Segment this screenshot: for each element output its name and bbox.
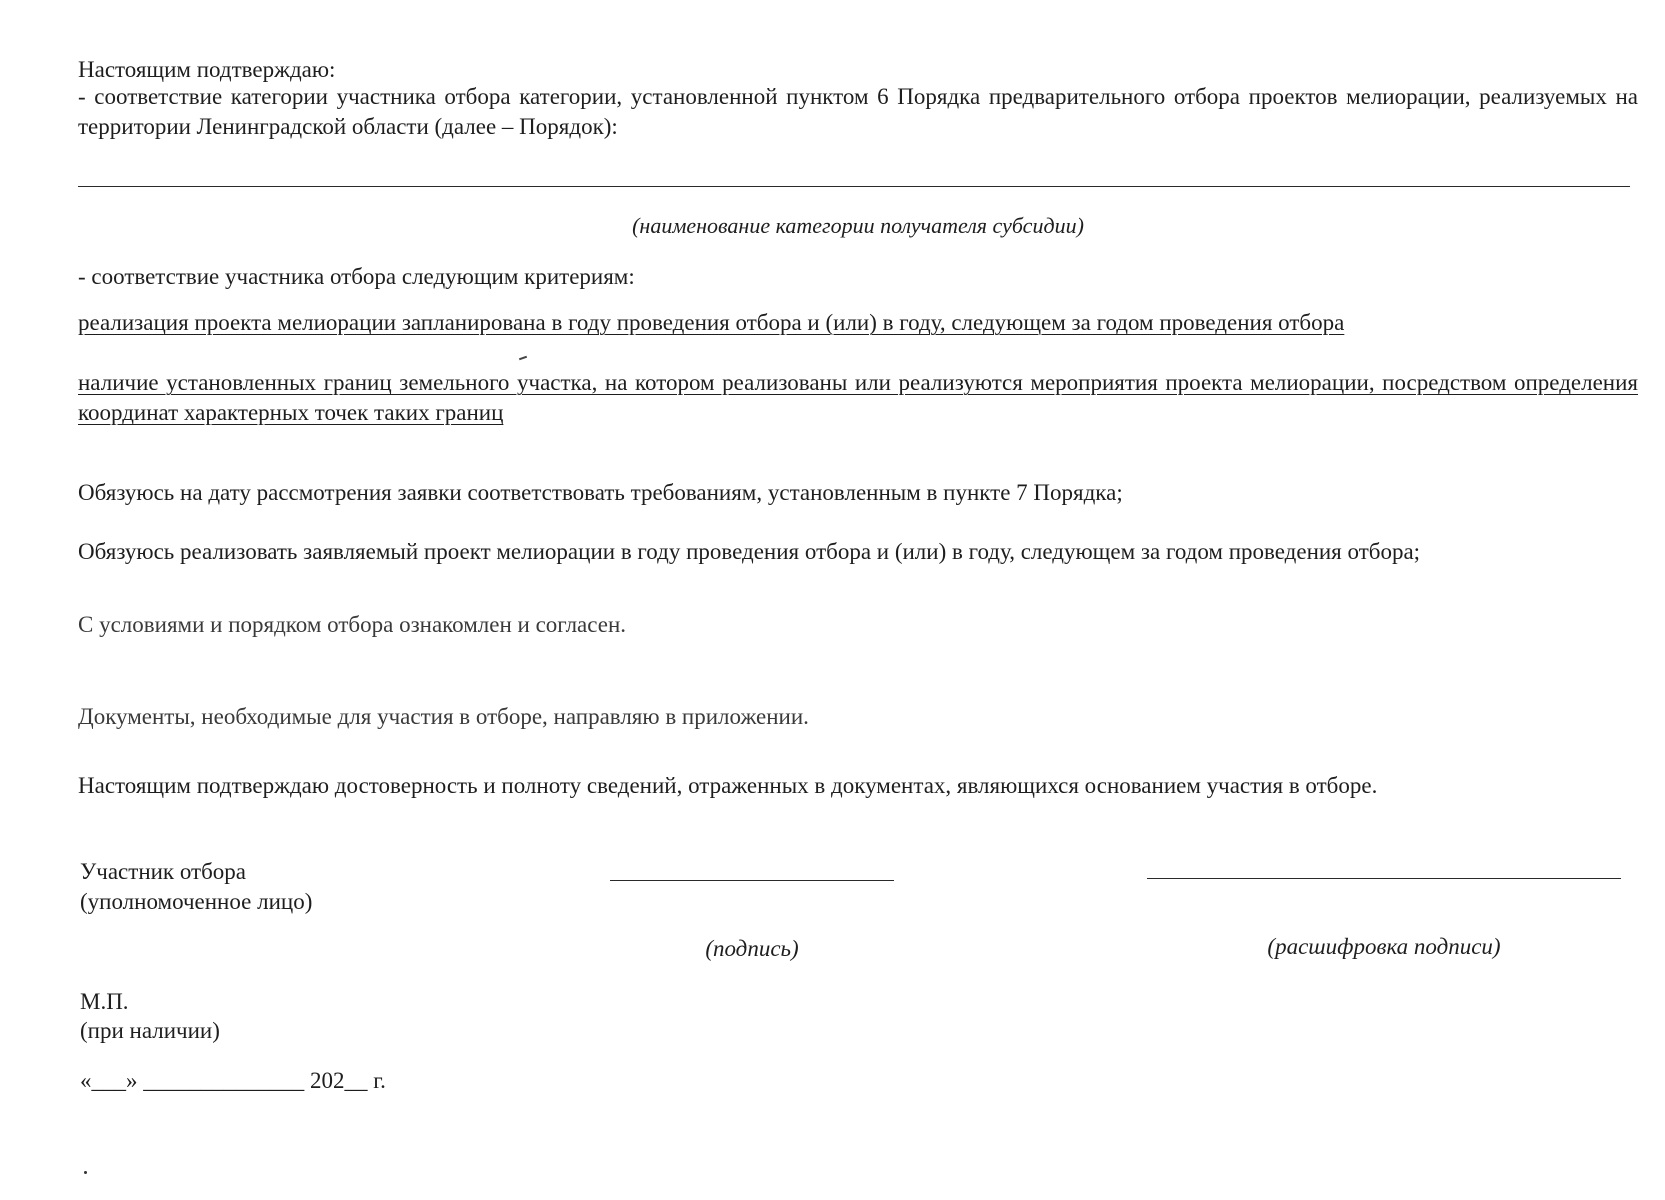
date-close-quote: » [126, 1068, 138, 1093]
category-caption: (наименование категории получателя субсидии) [632, 213, 1084, 238]
date-year-blank: __ [344, 1068, 368, 1093]
scan-speck [519, 356, 527, 361]
category-fill-line [78, 186, 1630, 187]
decryption-caption: (расшифровка подписи) [1267, 934, 1501, 959]
intro-heading: Настоящим подтверждаю: [78, 57, 336, 82]
date-year-suffix: г. [367, 1068, 386, 1093]
stamp-label: М.П. [80, 989, 129, 1014]
criteria-item: реализация проекта мелиорации запланирована в году проведения отбора и (или) в году, следующем за годом проведения отбора [78, 310, 1345, 335]
date-year-prefix: 202 [310, 1068, 345, 1093]
agreement-statement: С условиями и порядком отбора ознакомлен и согласен. [78, 612, 627, 637]
criteria-heading: - соответствие участника отбора следующим критериям: [78, 264, 635, 289]
signature-caption: (подпись) [705, 936, 799, 961]
category-statement: - соответствие категории участника отбора категории, установленной пунктом 6 Порядка предварительного отбора проектов мелиорации, реализуемых на территории Ленинградской области (далее – Порядок): [78, 84, 1638, 139]
date-line [80, 1066, 386, 1096]
implementation-obligation: Обязуюсь реализовать заявляемый проект мелиорации в году проведения отбора и (или) в году, следующем за годом проведения отбора; [78, 539, 1421, 564]
documents-statement: Документы, необходимые для участия в отборе, направляю в приложении. [78, 704, 809, 729]
signature-line [610, 880, 894, 881]
decryption-line [1147, 878, 1621, 879]
confirmation-statement: Настоящим подтверждаю достоверность и полноту сведений, отраженных в документах, являющихся основанием участия в отборе. [78, 773, 1378, 798]
participant-label: Участник отбора [80, 859, 247, 884]
criteria-item: наличие установленных границ земельного участка, на котором реализованы или реализуются мероприятия проекта мелиорации, посредством определения координат характерных точек таких границ [78, 370, 1638, 425]
date-month-blank: ______________ [143, 1068, 305, 1093]
scan-speck [84, 1171, 87, 1174]
date-open-quote: « [80, 1068, 92, 1093]
requirements-obligation: Обязуюсь на дату рассмотрения заявки соответствовать требованиям, установленным в пункте 7 Порядка; [78, 480, 1123, 505]
participant-sublabel: (уполномоченное лицо) [80, 889, 313, 914]
date-day-blank: ___ [91, 1068, 126, 1093]
stamp-note: (при наличии) [80, 1018, 220, 1043]
